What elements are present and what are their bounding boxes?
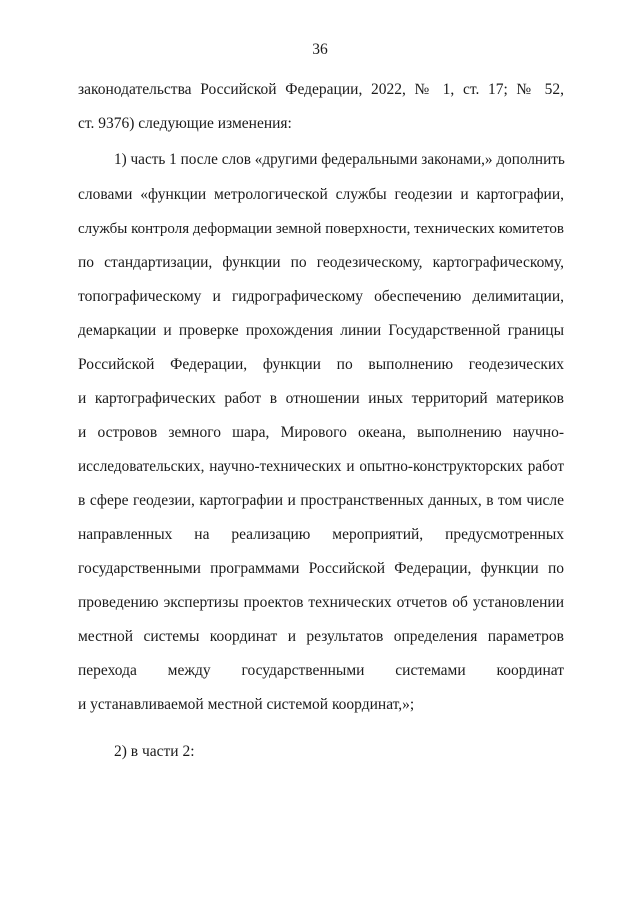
text-line: законодательства Российской Федерации, 2022, № 1, ст. 17; № 52, — [78, 81, 564, 98]
text-line: по стандартизации, функции по геодезическому, картографическому, — [78, 254, 564, 271]
page-number: 36 — [312, 41, 328, 58]
text-line: направленных на реализацию мероприятий, предусмотренных — [78, 526, 564, 543]
text-line: службы контроля деформации земной поверхности, технических комитетов — [78, 221, 564, 237]
text-line: ст. 9376) следующие изменения: — [78, 115, 292, 132]
text-line: местной системы координат и результатов определения параметров — [78, 628, 564, 645]
text-line: перехода между государственными системами координат — [78, 662, 564, 679]
text-line: демаркации и проверке прохождения линии Государственной границы — [78, 322, 564, 339]
text-line: и устанавливаемой местной системой координат,»; — [78, 696, 415, 713]
text-line: топографическому и гидрографическому обеспечению делимитации, — [78, 288, 564, 305]
text-line: и картографических работ в отношении иных территорий материков — [78, 390, 564, 407]
paragraph-first-line: 2) в части 2: — [114, 743, 195, 760]
text-line: проведению экспертизы проектов технических отчетов об установлении — [78, 594, 564, 611]
text-line: и островов земного шара, Мирового океана, выполнению научно- — [78, 424, 564, 441]
text-line: государственными программами Российской Федерации, функции по — [78, 560, 564, 577]
text-line: словами «функции метрологической службы геодезии и картографии, — [78, 186, 564, 203]
paragraph-first-line: 1) часть 1 после слов «другими федеральными законами,» дополнить — [114, 151, 565, 168]
text-line: Российской Федерации, функции по выполнению геодезических — [78, 356, 564, 373]
text-line: в сфере геодезии, картографии и пространственных данных, в том числе — [78, 492, 564, 509]
text-line: исследовательских, научно-технических и опытно-конструкторских работ — [78, 458, 564, 475]
